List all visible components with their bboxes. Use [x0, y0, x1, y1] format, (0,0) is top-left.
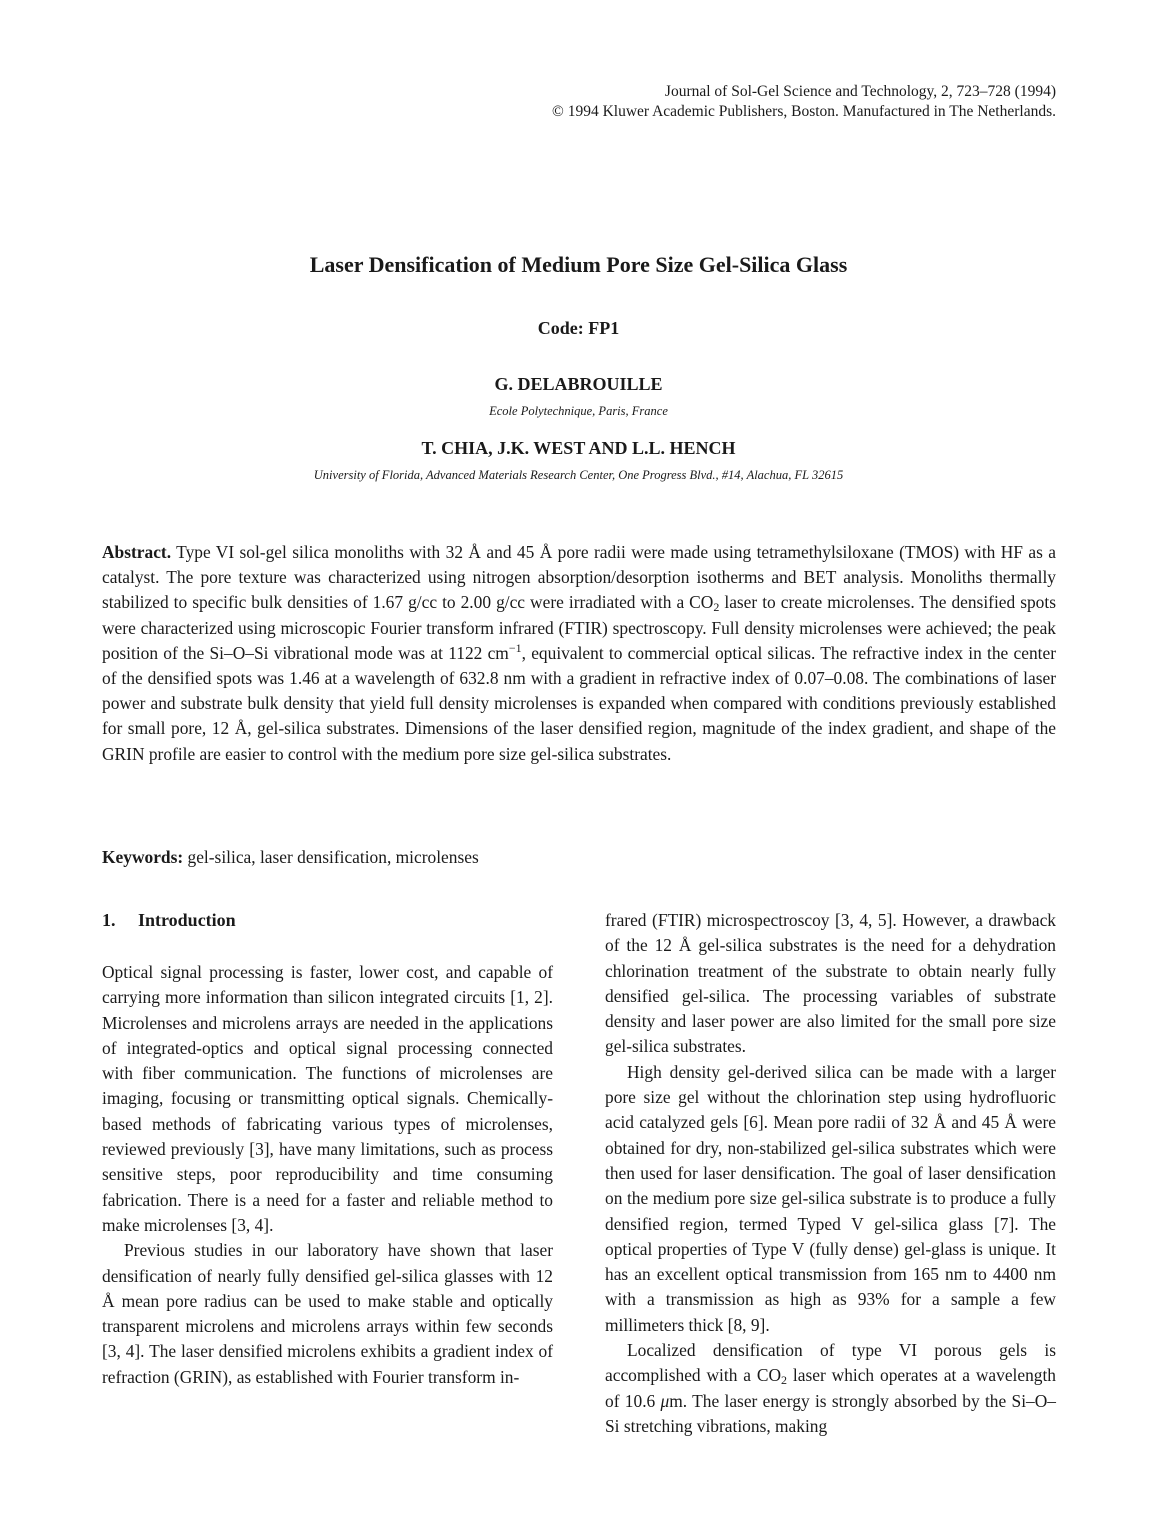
abstract-text-3: , equivalent to commercial optical silicas. The refractive index in the center of the densified spots was 1.46 at a wavelength of 632.8 nm with a gradient in refractive index of 0.07–0.08. The combinations of laser power and substrate bulk density that yield full density microlenses is expanded when compared with conditions previously established for small pore, 12 Å, gel-silica substrates. Dimensions of the laser densified region, magnitude of the index gradient, and shape of the GRIN profile are easier to control with the medium pore size gel-silica substrates. — [102, 642, 1056, 764]
abstract-text-1: Type VI sol-gel silica monoliths with 32 Å and 45 Å pore radii were made using tetramethylsiloxane (TMOS) with HF as a catalyst. The pore texture was characterized using nitrogen absorption/desorption isotherms and BET analysis. Monoliths thermally stabilized to specific bulk densities of 1.67 g/cc to 2.00 g/cc were irradiated with a CO — [102, 542, 1056, 613]
right-p3-text-b: laser which operates at a wavelength of 10.6 — [605, 1365, 1057, 1411]
left-paragraph-2: Previous studies in our laboratory have shown that laser densification of nearly fully densified gel-silica glasses with 12 Å mean pore radius can be used to make stable and optically transparent microlens and microlens arrays within few seconds [3, 4]. The laser densified microlens exhibits a gradient index of refraction (GRIN), as established with Fourier transform in- — [102, 1240, 553, 1387]
section-heading — [102, 908, 553, 933]
right-paragraph-3 — [605, 1338, 1056, 1439]
abstract — [102, 540, 1056, 767]
keywords — [102, 845, 1056, 870]
abstract-subscript: 2 — [713, 600, 720, 615]
right-paragraph-2: High density gel-derived silica can be made with a larger pore size gel without the chlorination step using hydrofluoric acid catalyzed gels [6]. Mean pore radii of 32 Å and 45 Å were obtained for dry, non-stabilized gel-silica substrates which were then used for laser densification. The goal of laser densification on the medium pore size gel-silica substrate is to produce a fully densified region, termed Typed V gel-silica glass [7]. The optical properties of Type V (fully dense) gel-glass is unique. It has an excellent optical transmission from 165 nm to 4400 nm with a transmission as high as 93% for a sample a few millimeters thick [8, 9]. — [605, 1061, 1056, 1335]
section-title: Introduction — [138, 910, 236, 930]
keywords-text: gel-silica, laser densification, microlenses — [187, 847, 479, 867]
right-p3-mu: μ — [660, 1390, 670, 1411]
left-paragraph-1: Optical signal processing is faster, lower cost, and capable of carrying more information than silicon integrated circuits [1, 2]. Microlenses and microlens arrays are needed in the applications of integrated-optics and optical signal processing connected with fiber communication. The functions of microlenses are imaging, focusing or transmitting optical signals. Chemically-based methods of fabricating various types of microlenses, reviewed previously [3], have many limitations, such as process sensitive steps, poor reproducibility and time consuming fabrication. There is a need for a faster and reliable method to make microlenses [3, 4]. — [102, 962, 553, 1235]
journal-header — [552, 82, 1056, 122]
right-p3-subscript: 2 — [781, 1373, 788, 1388]
abstract-label: Abstract. — [102, 542, 172, 562]
abstract-superscript: −1 — [508, 640, 522, 655]
right-p3-text-c: m. The laser energy is strongly absorbed by the Si–O–Si stretching vibrations, making — [605, 1390, 1056, 1436]
journal-copyright: © 1994 Kluwer Academic Publishers, Boston. Manufactured in The Netherlands. — [552, 103, 1056, 120]
author-affiliation-2: University of Florida, Advanced Materials Research Center, One Progress Blvd., #14, Alachua, FL 32615 — [313, 468, 844, 482]
right-p3-text-a: Localized densification of type VI porous gels is accomplished with a CO — [605, 1340, 1056, 1386]
author-names-1: G. DELABROUILLE — [494, 374, 663, 394]
author-names-2: T. CHIA, J.K. WEST AND L.L. HENCH — [421, 438, 736, 458]
abstract-text-2: laser to create microlenses. The densified spots were characterized using microscopic Fourier transform infrared (FTIR) spectroscopy. Full density microlenses were achieved; the peak position of the Si–O–Si vibrational mode was at 1122 cm — [102, 592, 1056, 663]
paper-title: Laser Densification of Medium Pore Size Gel-Silica Glass — [309, 252, 848, 277]
author-affiliation-1: Ecole Polytechnique, Paris, France — [489, 404, 668, 418]
left-column — [102, 908, 553, 1390]
section-number: 1. — [102, 910, 116, 930]
keywords-label: Keywords: — [102, 847, 184, 867]
right-column — [605, 908, 1056, 1439]
right-paragraph-1: frared (FTIR) microspectroscoy [3, 4, 5]. However, a drawback of the 12 Å gel-silica substrates is the need for a dehydration chlorination treatment of the substrate to obtain nearly fully densified gel-silica. The processing variables of substrate density and laser power are also limited for the small pore size gel-silica substrates. — [605, 910, 1056, 1057]
paper-code: Code: FP1 — [537, 318, 620, 338]
journal-citation: Journal of Sol-Gel Science and Technology, 2, 723–728 (1994) — [664, 83, 1056, 100]
